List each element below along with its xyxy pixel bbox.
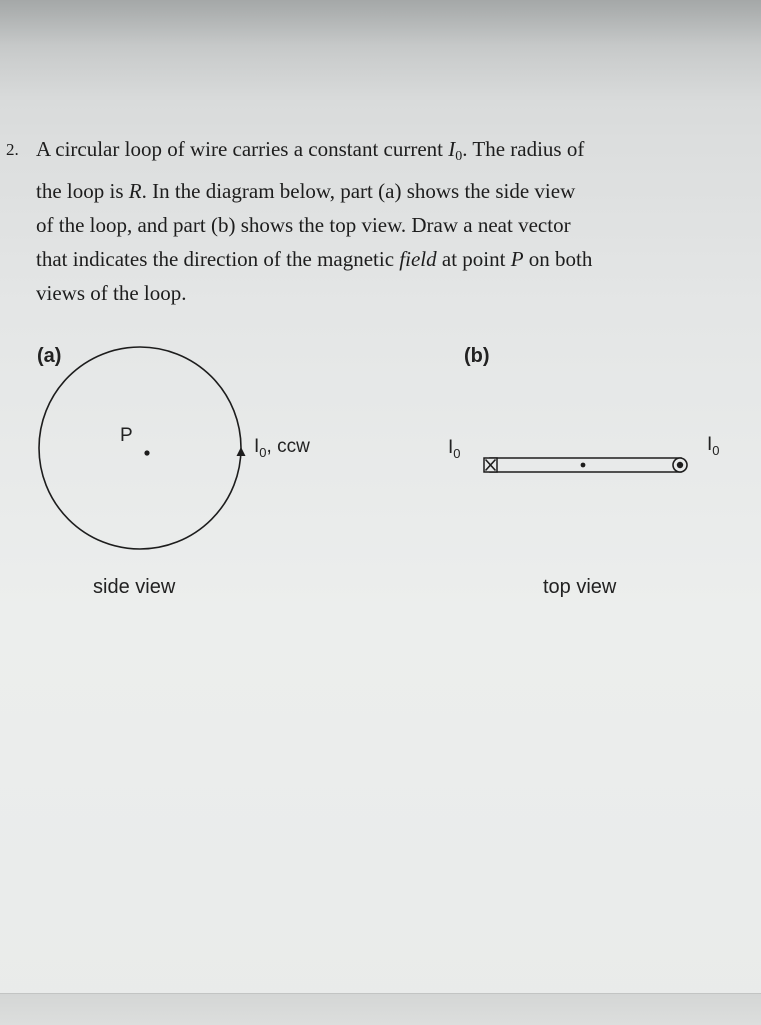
italic-run: R <box>128 179 142 203</box>
italic-run: I <box>448 137 456 161</box>
text-run: the loop is <box>36 179 129 203</box>
current-direction-arrow <box>237 447 246 456</box>
text-run: at point <box>436 247 511 271</box>
loop-side-view-circle <box>39 347 241 549</box>
italic-run: field <box>399 247 437 271</box>
text-run: that indicates the direction of the magnetic <box>36 247 400 271</box>
text-run: views of the loop. <box>36 281 187 305</box>
dot-center <box>677 462 683 468</box>
side-view-current-label: $I_0$, ccw <box>254 436 310 460</box>
italic-run: P <box>510 247 524 271</box>
text-run: on both <box>523 247 593 271</box>
point-p-dot-top <box>581 463 586 468</box>
text-run: A circular loop of wire carries a constant current <box>36 137 449 161</box>
point-p-label: P <box>120 425 133 446</box>
top-view-caption: top view <box>543 576 617 598</box>
problem-number: 2. <box>6 140 19 159</box>
loop-top-view-bar <box>490 458 681 472</box>
text-run: . In the diagram below, part (a) shows the side view <box>141 179 576 203</box>
top-view-right-current-label: $I_0$ <box>707 434 720 458</box>
subscript-run: 0 <box>455 149 463 164</box>
part-b-label: (b) <box>464 345 490 367</box>
top-view-left-current-label: $I_0$ <box>448 437 461 461</box>
point-p-dot-side <box>144 450 149 455</box>
part-a-label: (a) <box>37 345 62 367</box>
text-run: . The radius of <box>462 137 585 161</box>
text-run: of the loop, and part (b) shows the top view. Draw a neat vector <box>36 213 571 237</box>
side-view-caption: side view <box>93 576 176 598</box>
